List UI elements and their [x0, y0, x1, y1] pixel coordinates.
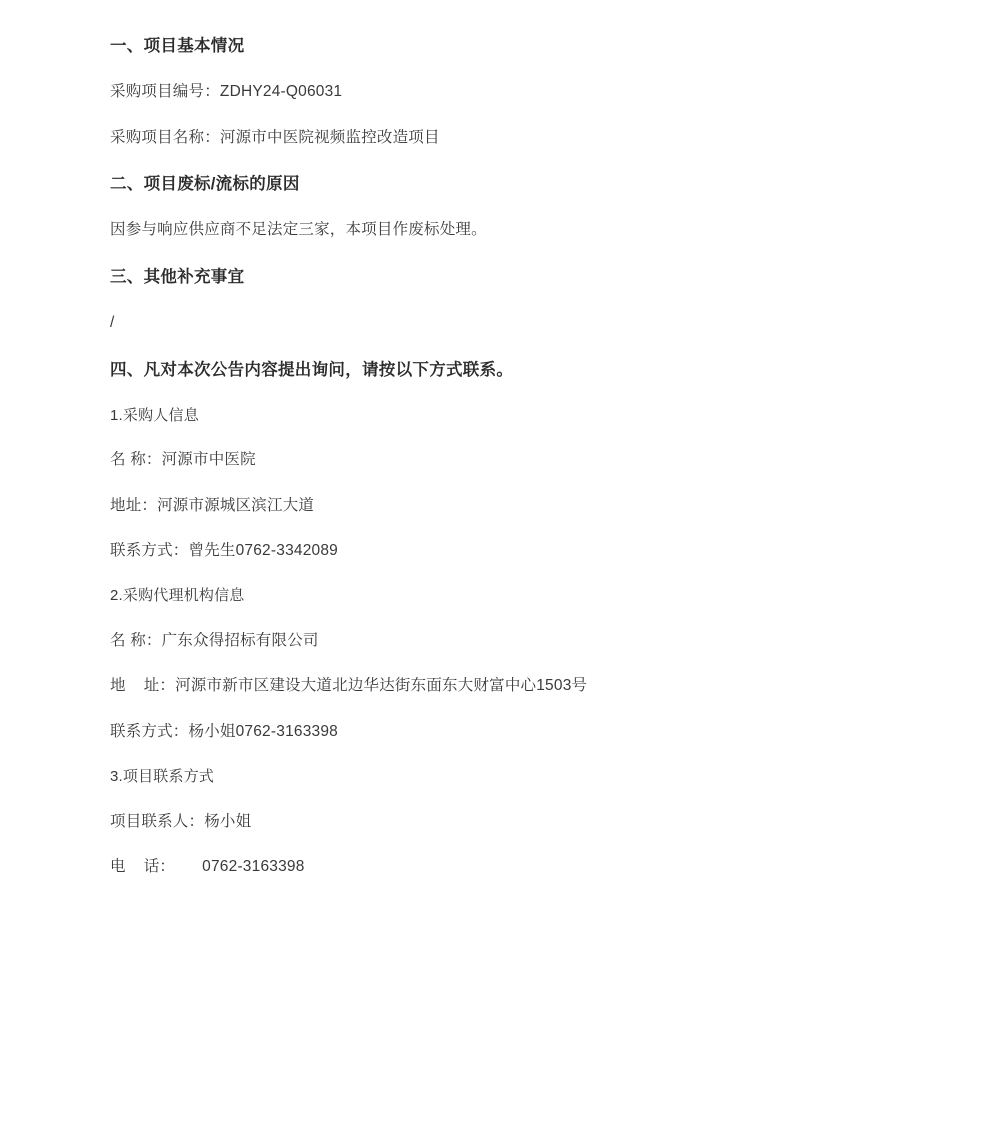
paragraph-agency-address: 地 址：河源市新市区建设大道北边华达街东面东大财富中心1503号	[110, 677, 588, 695]
heading-project-basics: 一、项目基本情况	[110, 37, 245, 55]
paragraph-purchaser-contact: 联系方式：曾先生0762-3342089	[110, 542, 338, 560]
paragraph-purchaser-label: 1.采购人信息	[110, 406, 199, 424]
paragraph-project-contact-label: 3.项目联系方式	[110, 768, 215, 785]
paragraph-agency-contact: 联系方式：杨小姐0762-3163398	[110, 722, 338, 740]
paragraph-project-number: 采购项目编号：ZDHY24-Q06031	[110, 83, 343, 101]
paragraph-project-contact-person: 项目联系人：杨小姐	[110, 812, 252, 830]
heading-other-matters: 三、其他补充事宜	[110, 267, 245, 286]
paragraph-project-name: 采购项目名称：河源市中医院视频监控改造项目	[110, 128, 440, 146]
heading-contact-instructions: 四、凡对本次公告内容提出询问，请按以下方式联系。	[110, 360, 514, 379]
paragraph-agency-label: 2.采购代理机构信息	[110, 587, 245, 605]
paragraph-other-matters: /	[110, 314, 115, 332]
heading-failure-reason: 二、项目废标/流标的原因	[110, 175, 300, 194]
paragraph-purchaser-address: 地址：河源市源城区滨江大道	[110, 496, 315, 514]
paragraph-project-contact-phone: 电 话： 0762-3163398	[110, 857, 305, 875]
paragraph-failure-reason: 因参与响应供应商不足法定三家，本项目作废标处理。	[110, 221, 487, 239]
paragraph-agency-name: 名 称：广东众得招标有限公司	[110, 631, 319, 649]
paragraph-purchaser-name: 名 称：河源市中医院	[110, 451, 256, 469]
